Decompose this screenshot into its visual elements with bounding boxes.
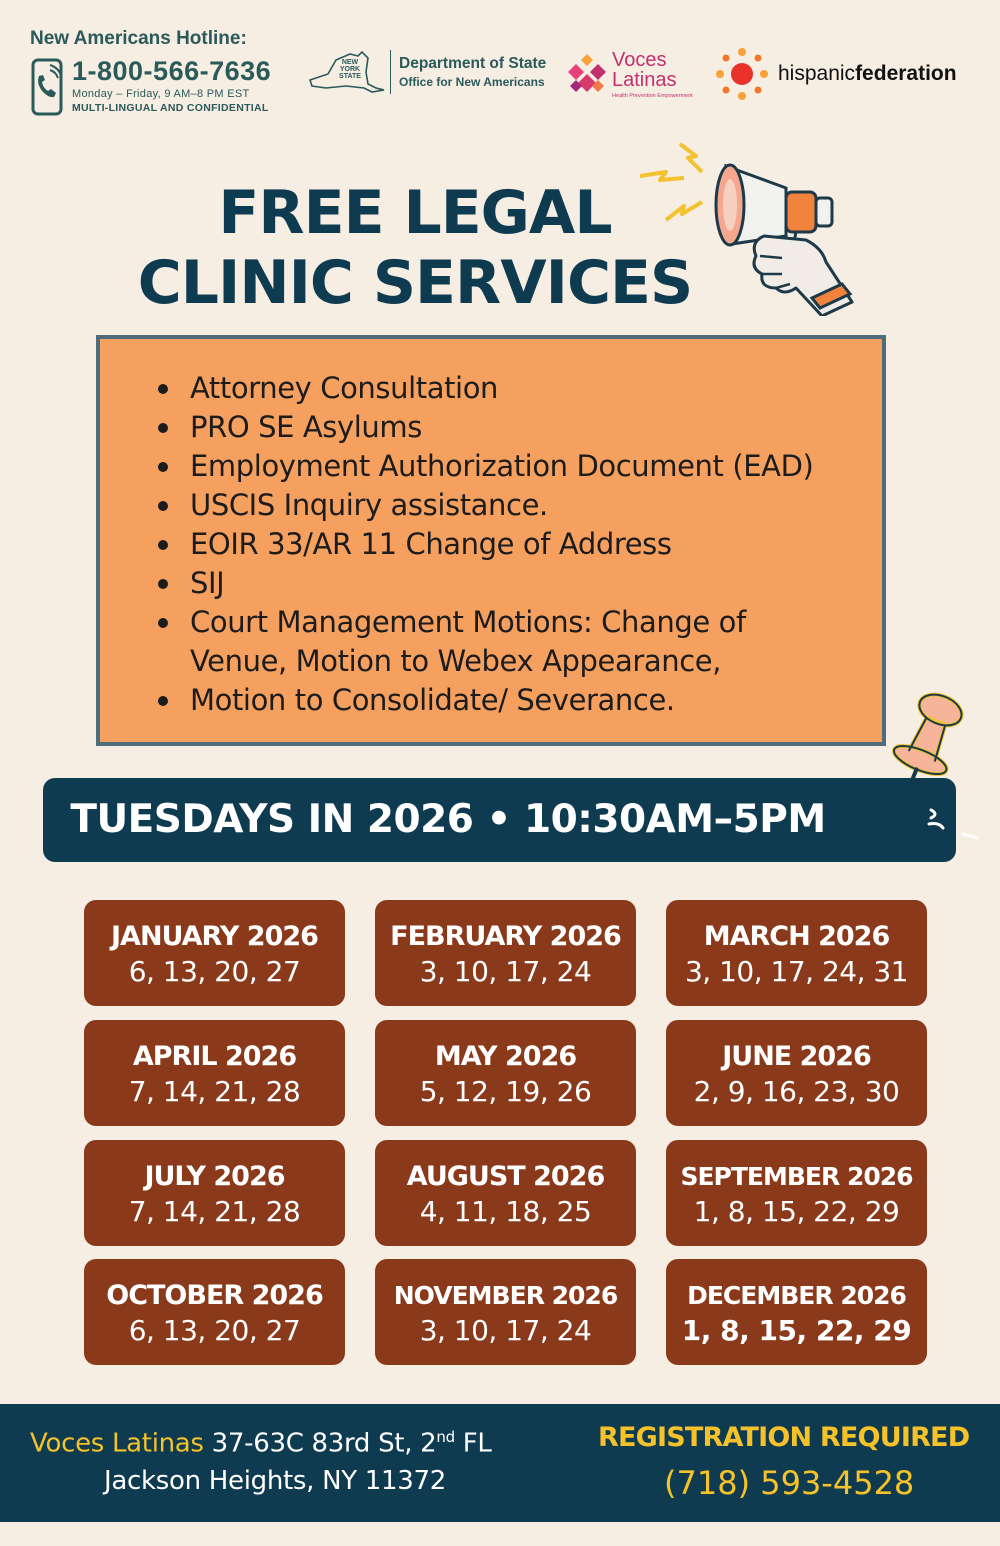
svg-text:STATE: STATE <box>339 73 361 80</box>
services-list <box>158 369 813 720</box>
month-name: JUNE 2026 <box>722 1041 871 1072</box>
registration-phone[interactable]: (718) 593-4528 <box>664 1464 915 1502</box>
month-name: SEPTEMBER 2026 <box>680 1162 913 1191</box>
hf-name: hispanicfederation <box>778 62 957 85</box>
footer-floor-sup: nd <box>436 1428 455 1446</box>
month-dates: 6, 13, 20, 27 <box>128 955 301 988</box>
month-dates: 7, 14, 21, 28 <box>128 1195 301 1228</box>
footer <box>0 1404 1000 1522</box>
month-dates: 1, 8, 15, 22, 29 <box>693 1195 900 1228</box>
hf-sun-icon <box>714 46 770 102</box>
footer-address-line-1 <box>30 1428 492 1459</box>
voces-heart-icon <box>564 46 610 102</box>
month-card-november <box>375 1259 636 1365</box>
footer-org: Voces Latinas <box>30 1428 204 1459</box>
month-card-october <box>84 1259 345 1365</box>
voces-latinas-logo <box>564 46 693 102</box>
service-item: Motion to Consolidate/ Severance. <box>158 681 813 720</box>
hispanic-federation-logo <box>714 46 957 102</box>
month-name: DECEMBER 2026 <box>687 1281 906 1310</box>
month-dates: 4, 11, 18, 25 <box>419 1195 592 1228</box>
service-item-continued: Venue, Motion to Webex Appearance, <box>190 644 722 678</box>
month-name: JULY 2026 <box>144 1161 285 1192</box>
footer-address-line-2: Jackson Heights, NY 11372 <box>104 1466 446 1496</box>
hotline-block <box>30 28 300 118</box>
month-dates: 2, 9, 16, 23, 30 <box>693 1075 900 1108</box>
svg-text:NEW: NEW <box>341 59 359 66</box>
megaphone-icon <box>636 136 856 316</box>
title-line-1: FREE LEGAL <box>218 178 612 248</box>
month-dates: 5, 12, 19, 26 <box>419 1075 592 1108</box>
nys-map-icon <box>306 50 386 94</box>
voces-name-1: Voces <box>612 48 667 71</box>
month-card-march <box>666 900 927 1006</box>
service-item: Employment Authorization Document (EAD) <box>158 447 813 486</box>
svg-text:YORK: YORK <box>339 66 361 73</box>
impact-marks-icon <box>923 794 983 844</box>
month-dates: 1, 8, 15, 22, 29 <box>681 1314 912 1347</box>
month-name: JANUARY 2026 <box>111 921 318 952</box>
month-name: APRIL 2026 <box>132 1041 297 1072</box>
month-dates: 6, 13, 20, 27 <box>128 1314 301 1347</box>
service-item: EOIR 33/AR 11 Change of Address <box>158 525 813 564</box>
month-name: AUGUST 2026 <box>406 1161 605 1192</box>
service-item: Attorney Consultation <box>158 369 813 408</box>
month-card-january <box>84 900 345 1006</box>
month-name: FEBRUARY 2026 <box>390 921 621 952</box>
footer-floor: FL <box>454 1428 492 1459</box>
month-name: NOVEMBER 2026 <box>393 1281 618 1310</box>
month-card-august <box>375 1140 636 1246</box>
footer-street: 37-63C 83rd St, 2 <box>211 1428 437 1459</box>
voces-tagline: Health Prevention Empowerment <box>612 92 693 99</box>
month-dates: 3, 10, 17, 24 <box>419 1314 592 1347</box>
nys-department: Department of State <box>399 55 547 72</box>
month-card-june <box>666 1020 927 1126</box>
phone-icon <box>30 56 66 118</box>
month-card-july <box>84 1140 345 1246</box>
month-name: MAY 2026 <box>434 1041 577 1072</box>
month-card-february <box>375 900 636 1006</box>
hotline-number[interactable]: 1-800-566-7636 <box>72 56 272 86</box>
title-line-2: CLINIC SERVICES <box>137 248 693 318</box>
services-box <box>96 335 886 746</box>
service-item: PRO SE Asylums <box>158 408 813 447</box>
month-card-may <box>375 1020 636 1126</box>
service-item: USCIS Inquiry assistance. <box>158 486 813 525</box>
month-card-september <box>666 1140 927 1246</box>
service-item: Court Management Motions: Change of <box>158 603 813 642</box>
month-name: OCTOBER 2026 <box>106 1280 323 1311</box>
hotline-title: New Americans Hotline: <box>30 28 247 49</box>
month-name: MARCH 2026 <box>703 921 890 952</box>
service-item: SIJ <box>158 564 813 603</box>
month-card-april <box>84 1020 345 1126</box>
nys-dos-logo <box>306 50 546 94</box>
nys-office: Office for New Americans <box>399 75 545 89</box>
registration-required: REGISTRATION REQUIRED <box>598 1422 970 1453</box>
schedule-banner <box>43 778 956 862</box>
schedule-banner-text: TUESDAYS IN 2026 • 10:30AM–5PM <box>70 797 826 842</box>
month-card-december <box>666 1259 927 1365</box>
month-dates: 3, 10, 17, 24 <box>419 955 592 988</box>
voces-name-2: Latinas <box>612 68 677 91</box>
hotline-hours: Monday – Friday, 9 AM–8 PM EST <box>72 88 250 100</box>
month-dates: 7, 14, 21, 28 <box>128 1075 301 1108</box>
month-dates: 3, 10, 17, 24, 31 <box>684 955 909 988</box>
hotline-note: MULTI-LINGUAL AND CONFIDENTIAL <box>72 102 269 114</box>
